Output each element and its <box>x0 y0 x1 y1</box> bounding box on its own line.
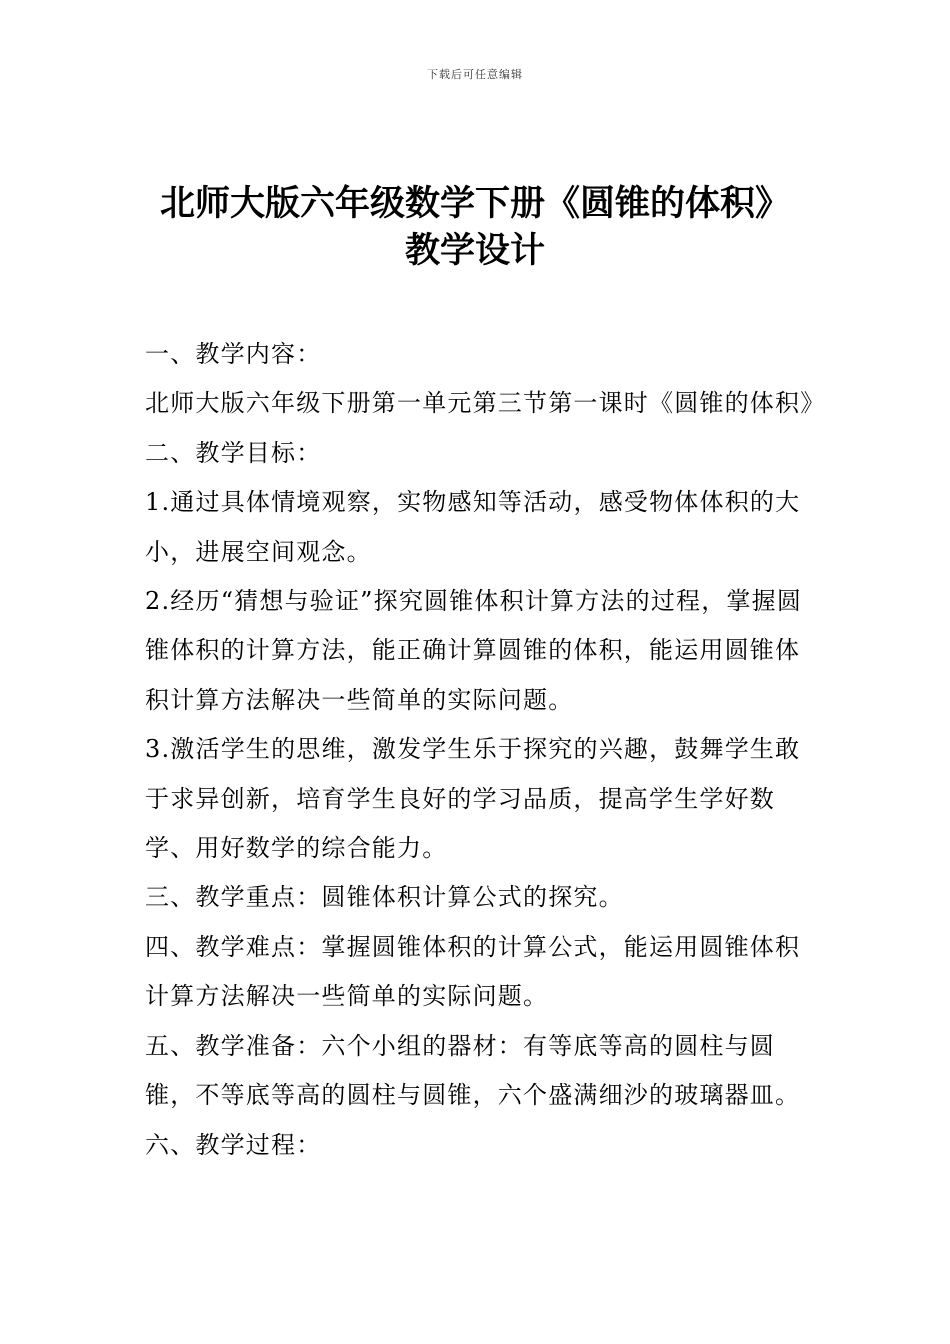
section-heading-goals: 二、教学目标： <box>145 438 322 467</box>
document-title-line-1: 北师大版六年级数学下册《圆锥的体积》 <box>159 184 790 224</box>
goal-item-3: 3.激活学生的思维，激发学生乐于探究的兴趣，鼓舞学生敢于求异创新，培育学生良好的学习品质，提高学生学好数学、用好数学的综合能力。 <box>145 735 801 863</box>
document-title-line-2: 教学设计 <box>404 231 545 271</box>
key-point-paragraph: 三、教学重点：圆锥体积计算公式的探究。 <box>145 883 624 912</box>
document-body <box>145 330 826 1170</box>
section-heading-process: 六、教学过程： <box>145 1130 322 1159</box>
preparation-paragraph: 五、教学准备：六个小组的器材：有等底等高的圆柱与圆锥，不等底等高的圆柱与圆锥，六个盛满细沙的玻璃器皿。 <box>145 1031 801 1110</box>
header-note: 下载后可任意编辑 <box>427 68 523 81</box>
section-heading-content: 一、教学内容： <box>145 340 322 368</box>
goal-item-1: 1.通过具体情境观察，实物感知等活动，感受物体体积的大小，进展空间观念。 <box>145 488 801 566</box>
content-paragraph: 北师大版六年级下册第一单元第三节第一课时《圆锥的体积》 <box>145 389 826 418</box>
difficulty-paragraph: 四、教学难点：掌握圆锥体积的计算公式，能运用圆锥体积计算方法解决一些简单的实际问题。 <box>145 932 801 1011</box>
goal-item-2: 2.经历“猜想与验证”探究圆锥体积计算方法的过程，掌握圆锥体积的计算方法，能正确计算圆锥的体积，能运用圆锥体积计算方法解决一些简单的实际问题。 <box>145 587 803 714</box>
